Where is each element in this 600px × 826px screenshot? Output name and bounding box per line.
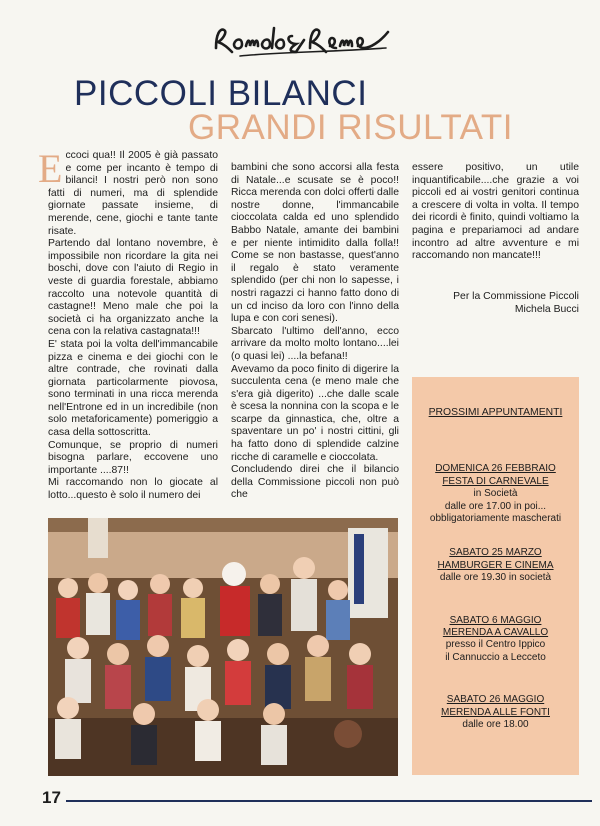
appointments-heading: PROSSIMI APPUNTAMENTI <box>428 407 563 418</box>
paragraph: Partendo dal lontano novembre, è impossibile non ricordare la gita nei boschi, dove con l'aiuto di Regio in veste di guardia forestale, abbiamo raccolto una notevole quantità di castagne!! Meno male che poi la società ci ha organizzato anche la cena con la relativa castagnata!!! <box>48 238 218 338</box>
signature-icon <box>210 18 400 62</box>
appointment-title: FESTA DI CARNEVALE <box>442 475 549 487</box>
article-column-3 <box>412 162 579 263</box>
paragraph: Sbarcato l'ultimo dell'anno, ecco arrivare da molto molto lontano....lei (o quasi lei) ....la befana!! <box>231 325 399 362</box>
appointment-detail: presso il Centro Ippico <box>445 639 546 651</box>
appointment-detail: il Cannuccio a Lecceto <box>445 651 546 663</box>
appointment-date: DOMENICA 26 FEBBRAIO <box>435 463 556 475</box>
paragraph: bambini che sono accorsi alla festa di Natale...e scusate se è poco!! Ricca merenda con dolci offerti dalle nostre donne, l'immancabile cioccolata calda ed uno splendido Babbo Natale, amante dei bambini e per niente intimidito dalla folla!! Come se non bastasse, quest'anno il regalo è stato veramente splendido (per chi non lo sapesse, i nostri ragazzi ci hanno fatto dono di un cd inciso da loro con l'inno della lupa e con cori senesi). <box>231 162 399 325</box>
paragraph: E' stata poi la volta dell'immancabile pizza e cinema e dei giochi con le altre contrade, che rovinati dalla giornata particolarmente piovosa, sono terminati in una ricca merenda nell'Entrone ed in un incredibile (non solo metaforicamente) pomeriggio a casa della sottoscritta. <box>48 338 218 439</box>
paragraph: ccoci qua!! Il 2005 è già passato e come per incanto è tempo di bilanci! I nostri però non sono fatti di numeri, ma di splendide giornate passate insieme, di merende, cene, giochi e tante tante risate. <box>48 150 218 237</box>
title-line1: PICCOLI BILANCI <box>74 74 368 113</box>
paragraph: Avevamo da poco finito di digerire la succulenta cena (e meno male che s'era già digerito) ...che dalle scale è scesa la nonnina con la scopa e le scarpe da ginnastica, che, oltre a spaventare un po' i nostri cittini, gli ha fatto dono di splendide calzine ricche di caramelle e cioccolata. <box>231 363 399 463</box>
appointment-detail: in Società <box>473 488 518 500</box>
article-column-1 <box>38 146 218 503</box>
appointment-item <box>412 615 579 665</box>
logo-signature <box>210 18 400 62</box>
paragraph: Concludendo direi che il bilancio della Commissione piccoli non può che <box>231 464 399 501</box>
page-number: 17 <box>42 788 61 807</box>
article-column-2 <box>231 162 399 502</box>
children-photo-image <box>48 518 398 776</box>
appointment-title: HAMBURGER E CINEMA <box>437 559 554 571</box>
paragraph: Mi raccomando non lo giocate al lotto...questo è solo il numero dei <box>48 477 218 502</box>
signoff <box>412 290 579 316</box>
signoff-author: Michela Bucci <box>514 304 579 315</box>
appointment-date: SABATO 26 MAGGIO <box>446 694 545 706</box>
appointment-item <box>412 463 579 525</box>
footer-rule <box>66 800 592 802</box>
appointments-box <box>412 377 579 775</box>
appointment-detail: dalle ore 18.00 <box>462 719 529 731</box>
drop-cap: E <box>38 146 63 191</box>
paragraph: Comunque, se proprio di numeri bisogna parlare, eccovene uno importante ....87!! <box>48 439 218 476</box>
appointment-detail: obbligatoriamente mascherati <box>429 513 562 525</box>
appointment-date: SABATO 25 MARZO <box>449 547 542 559</box>
appointment-title: MERENDA A CAVALLO <box>442 627 549 639</box>
appointment-detail: dalle ore 17.00 in poi... <box>444 500 547 512</box>
signoff-commission: Per la Commissione Piccoli <box>453 291 579 302</box>
appointment-item <box>412 694 579 731</box>
appointment-title: MERENDA ALLE FONTI <box>441 706 550 718</box>
appointment-item <box>412 547 579 584</box>
title-line2: GRANDI RISULTATI <box>188 108 513 147</box>
appointment-detail: dalle ore 19.30 in società <box>439 572 552 584</box>
appointment-date: SABATO 6 MAGGIO <box>449 614 542 626</box>
paragraph: essere positivo, un utile inquantificabile....che grazie a voi piccoli ed ai vostri genitori continua a crescere di volta in volta. Il tempo dei ricordi è finito, quindi voltiamo la pagina e prepariamoci ad andare incontro ad altre avventure e mi raccomando non mancate!!! <box>412 162 579 262</box>
group-photo <box>48 518 398 776</box>
